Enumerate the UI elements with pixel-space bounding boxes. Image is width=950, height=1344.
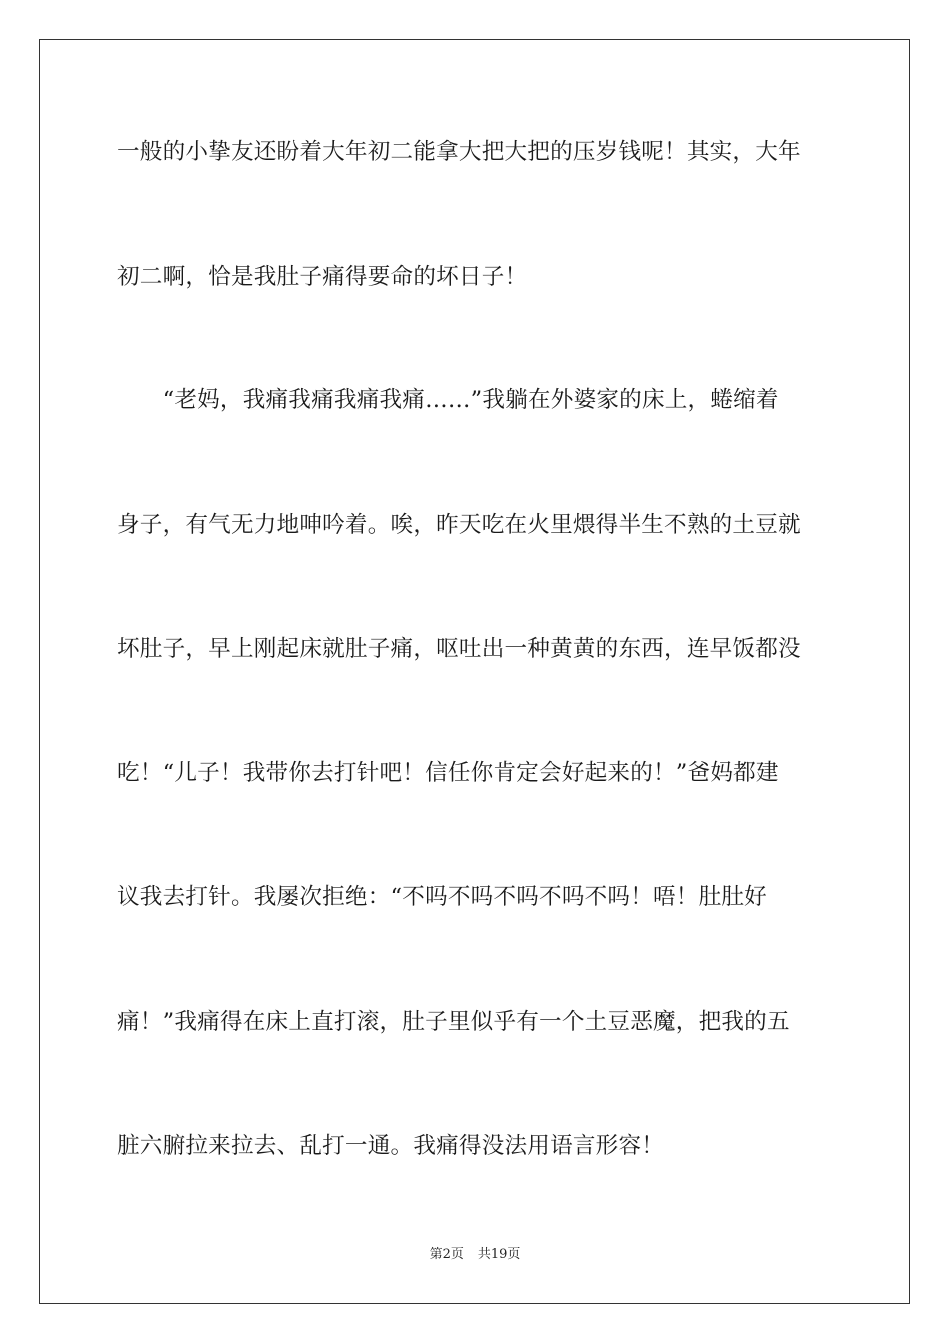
page-footer <box>0 1246 950 1264</box>
body-line-6: 吃！“儿子！我带你去打针吧！信任你肯定会好起来的！”爸妈都建 <box>117 760 779 786</box>
total-pages: 共19页 <box>477 1247 521 1262</box>
body-line-3: “老妈，我痛我痛我痛我痛……”我躺在外婆家的床上，蜷缩着 <box>117 387 779 413</box>
body-line-1: 一般的小挚友还盼着大年初二能拿大把大把的压岁钱呢！其实，大年 <box>117 139 801 165</box>
page-number: 第2页 <box>429 1247 464 1262</box>
body-line-4: 身子，有气无力地呻吟着。唉，昨天吃在火里煨得半生不熟的土豆就 <box>117 512 801 538</box>
body-line-9: 脏六腑拉来拉去、乱打一通。我痛得没法用语言形容！ <box>117 1133 665 1159</box>
body-line-7: 议我去打针。我屡次拒绝：“不吗不吗不吗不吗不吗！唔！肚肚好 <box>117 884 767 910</box>
page-border <box>39 39 910 1304</box>
body-line-2: 初二啊，恰是我肚子痛得要命的坏日子！ <box>117 264 528 290</box>
body-line-8: 痛！”我痛得在床上直打滚，肚子里似乎有一个土豆恶魔，把我的五 <box>117 1009 790 1035</box>
body-line-5: 坏肚子，早上刚起床就肚子痛，呕吐出一种黄黄的东西，连早饭都没 <box>117 636 801 662</box>
